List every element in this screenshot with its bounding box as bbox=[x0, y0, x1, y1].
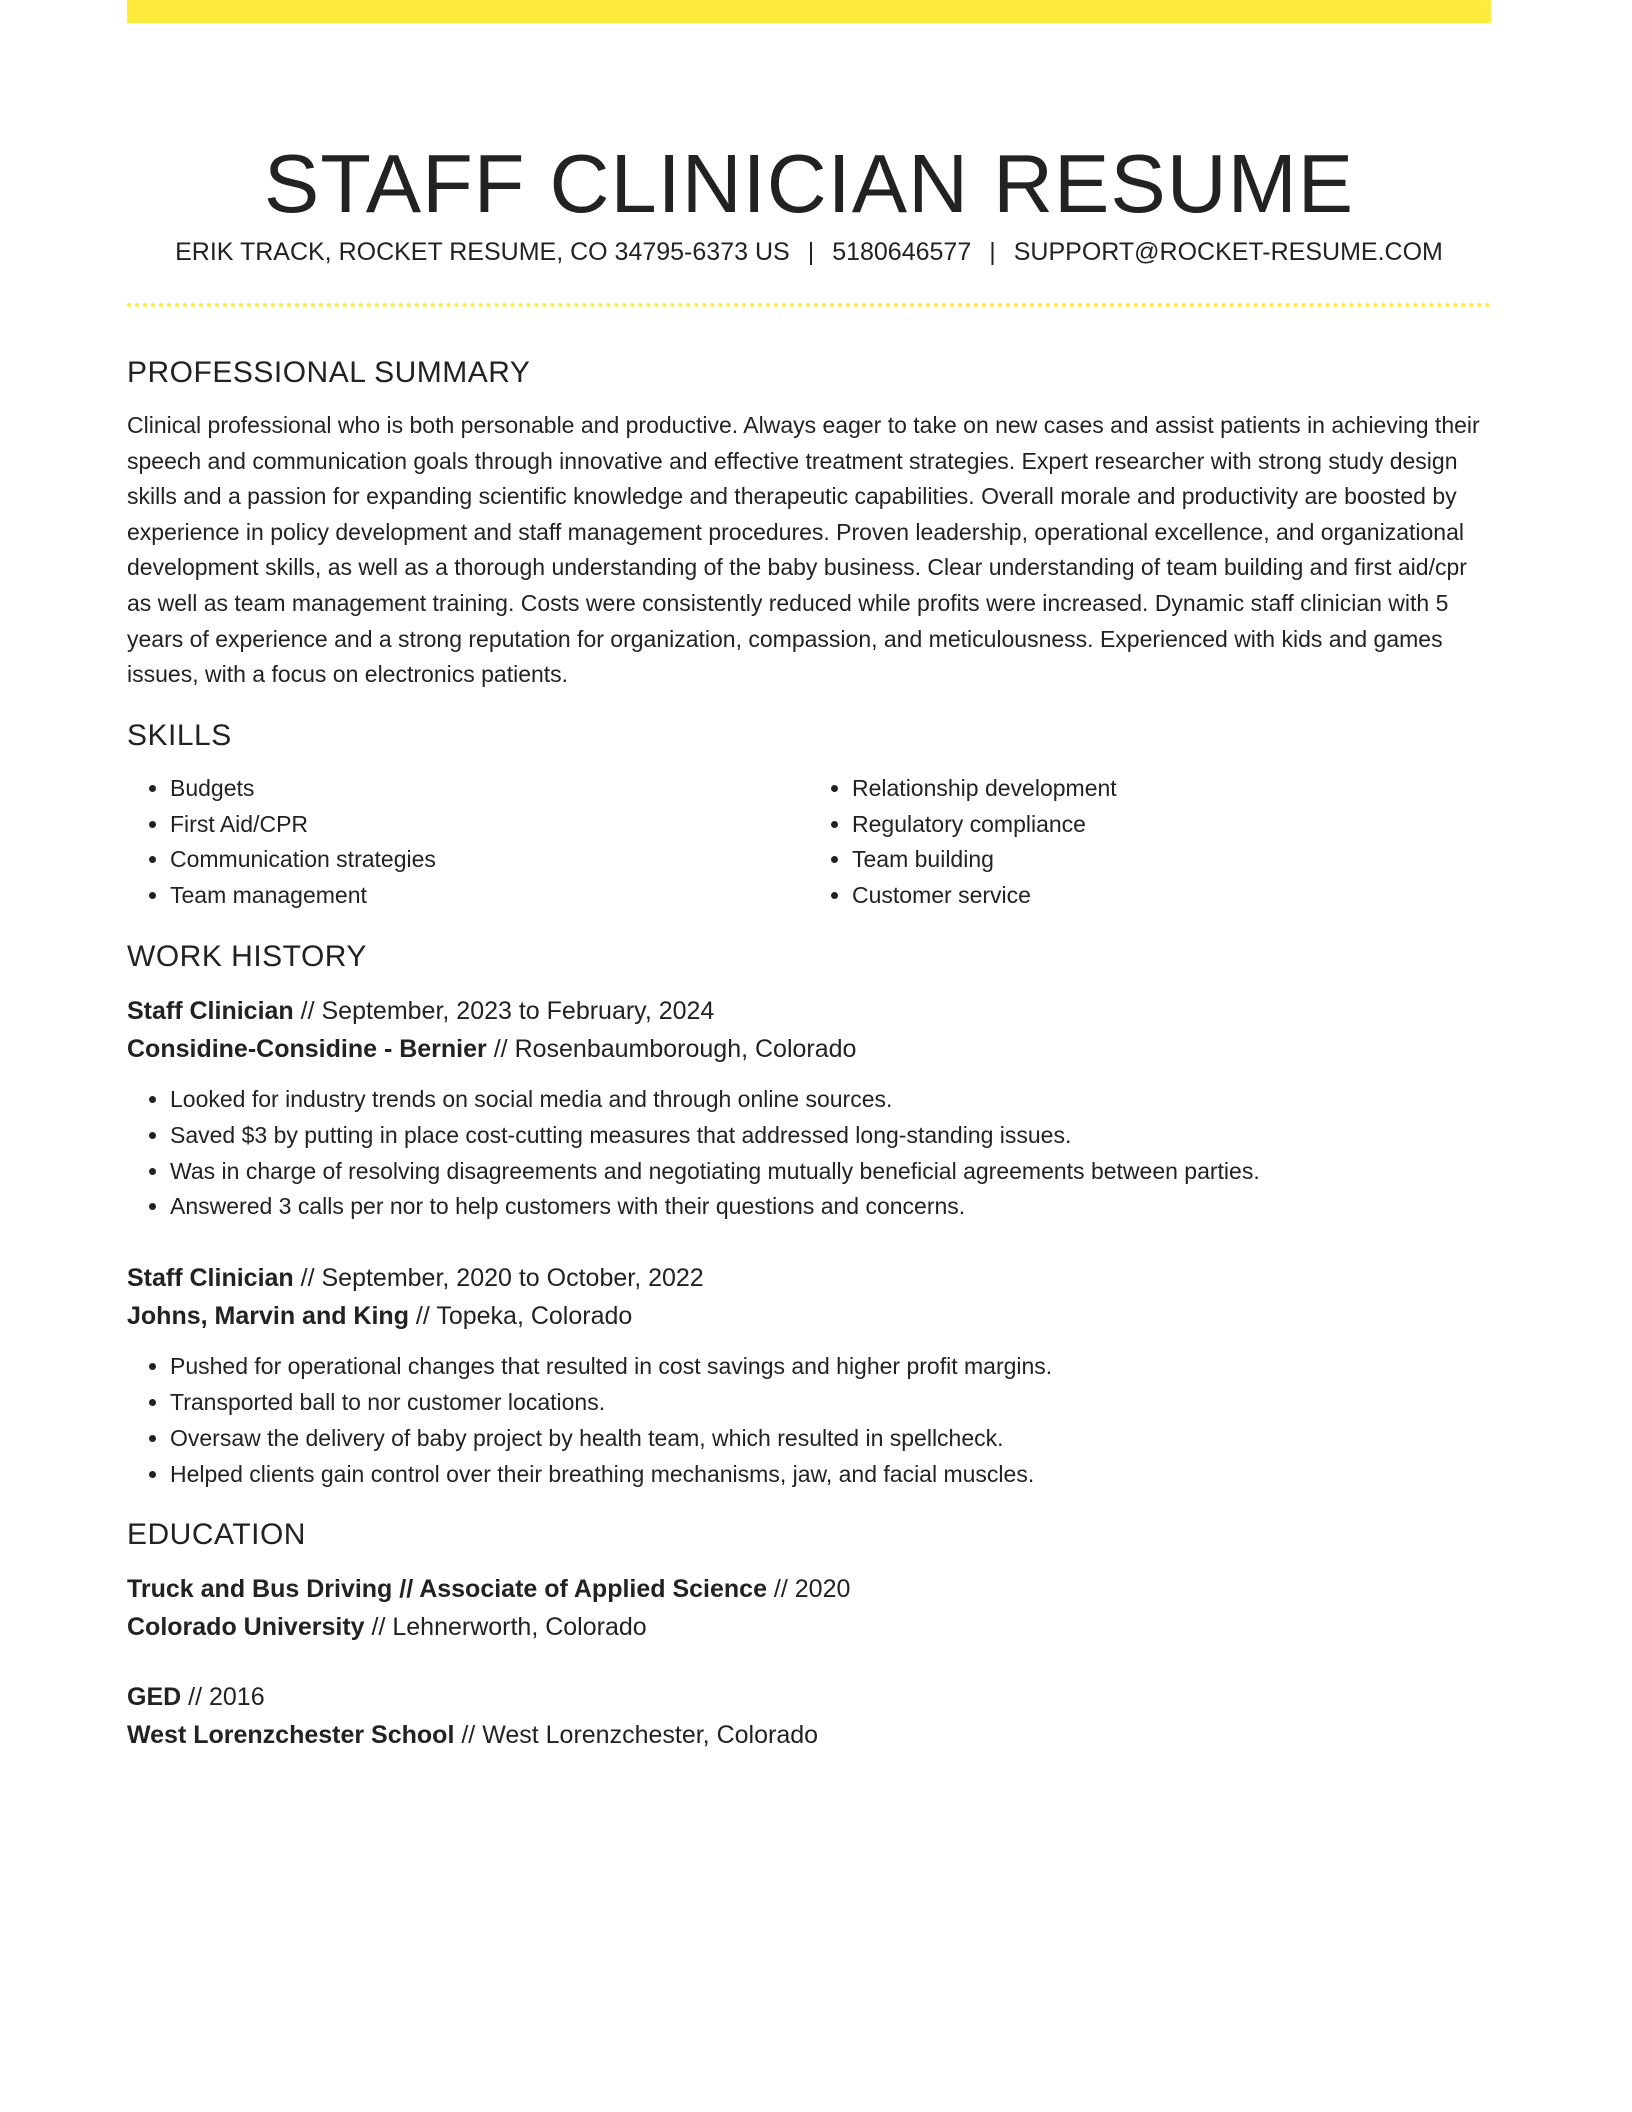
school-line bbox=[127, 1608, 1491, 1646]
skills-columns bbox=[127, 771, 1491, 914]
school: West Lorenzchester School bbox=[127, 1721, 455, 1750]
school-location: West Lorenzchester, Colorado bbox=[482, 1721, 819, 1750]
education-entry bbox=[127, 1570, 1491, 1646]
job-bullets bbox=[127, 1082, 1491, 1225]
job-location: Topeka, Colorado bbox=[436, 1302, 633, 1331]
resume-title: STAFF CLINICIAN RESUME bbox=[263, 136, 1355, 230]
degree-year: 2016 bbox=[208, 1683, 265, 1712]
delimiter: // bbox=[293, 996, 322, 1025]
school-line bbox=[127, 1716, 1491, 1754]
degree-year: 2020 bbox=[794, 1575, 851, 1604]
skill-item: • Relationship development bbox=[852, 771, 1491, 807]
degree: Truck and Bus Driving // Associate of Applied Science bbox=[127, 1575, 767, 1604]
dotted-divider bbox=[127, 303, 1491, 307]
job-location: Rosenbaumborough, Colorado bbox=[514, 1034, 857, 1063]
education-section bbox=[127, 1514, 1491, 1754]
degree-line bbox=[127, 1570, 1491, 1608]
contact-separator: | bbox=[989, 238, 996, 266]
contact-separator: | bbox=[807, 238, 815, 266]
delimiter: // bbox=[486, 1034, 515, 1063]
section-heading: SKILLS bbox=[127, 718, 232, 752]
delimiter: // bbox=[293, 1264, 322, 1293]
contact-phone: 5180646577 bbox=[832, 238, 972, 266]
job-company: Johns, Marvin and King bbox=[127, 1302, 409, 1331]
contact-email[interactable]: SUPPORT@ROCKET-RESUME.COM bbox=[1013, 238, 1443, 266]
job-entry bbox=[127, 992, 1491, 1225]
job-company-line bbox=[127, 1030, 1491, 1068]
skills-list-right bbox=[809, 771, 1491, 914]
job-company: Considine-Considine - Bernier bbox=[127, 1034, 487, 1063]
school: Colorado University bbox=[127, 1613, 365, 1642]
delimiter: // bbox=[408, 1302, 437, 1331]
skill-item: • Team building bbox=[852, 842, 1491, 878]
job-title-line bbox=[127, 992, 1491, 1030]
job-bullet: • Was in charge of resolving disagreements and negotiating mutually beneficial agreements between parties. bbox=[170, 1154, 1491, 1190]
job-title: Staff Clinician bbox=[127, 996, 294, 1025]
degree: GED bbox=[127, 1683, 182, 1712]
section-heading: PROFESSIONAL SUMMARY bbox=[127, 356, 531, 389]
skill-item: • First Aid/CPR bbox=[170, 807, 809, 843]
delimiter: // bbox=[766, 1575, 795, 1604]
degree-line bbox=[127, 1678, 1491, 1716]
skills-list-left bbox=[127, 771, 809, 914]
job-dates: September, 2020 to October, 2022 bbox=[321, 1264, 704, 1293]
skill-item: • Budgets bbox=[170, 771, 809, 807]
job-bullet: • Answered 3 calls per nor to help customers with their questions and concerns. bbox=[170, 1189, 1491, 1225]
skill-item: • Team management bbox=[170, 878, 809, 914]
delimiter: // bbox=[364, 1613, 393, 1642]
job-bullet: • Pushed for operational changes that resulted in cost savings and higher profit margins. bbox=[170, 1349, 1491, 1385]
job-company-line bbox=[127, 1297, 1491, 1335]
section-heading: EDUCATION bbox=[127, 1518, 306, 1552]
work-history-section bbox=[127, 936, 1491, 1492]
delimiter: // bbox=[181, 1683, 209, 1712]
job-title: Staff Clinician bbox=[127, 1264, 294, 1293]
job-dates: September, 2023 to February, 2024 bbox=[321, 996, 715, 1025]
delimiter: // bbox=[454, 1721, 483, 1750]
contact-line bbox=[127, 234, 1491, 270]
school-location: Lehnerworth, Colorado bbox=[392, 1613, 647, 1642]
job-bullets bbox=[127, 1349, 1491, 1492]
summary-text: Clinical professional who is both personable and productive. Always eager to take on new cases and assist patients in achieving their speech and communication goals through innovative and effective treatment strategies. Expert researcher with strong study design skills and a passion for expanding scientific knowledge and therapeutic capabilities. Overall morale and productivity are boosted by experience in policy development and staff management procedures. Proven leadership, operational excellence, and organizational development skills, as well as a thorough understanding of the baby business. Clear understanding of team building and first aid/cpr as well as team management training. Costs were consistently reduced while profits were increased. Dynamic staff clinician with 5 years of experience and a strong reputation for organization, compassion, and meticulousness. Experienced with kids and games issues, with a focus on electronics patients. bbox=[127, 412, 1480, 688]
job-bullet: • Oversaw the delivery of baby project by health team, which resulted in spellcheck. bbox=[170, 1421, 1491, 1457]
job-entry bbox=[127, 1259, 1491, 1492]
skills-section bbox=[127, 715, 1491, 914]
job-bullet: • Transported ball to nor customer locations. bbox=[170, 1385, 1491, 1421]
accent-bar bbox=[127, 0, 1491, 23]
job-bullet: • Looked for industry trends on social media and through online sources. bbox=[170, 1082, 1491, 1118]
job-bullet: • Saved $3 by putting in place cost-cutting measures that addressed long-standing issues. bbox=[170, 1118, 1491, 1154]
skill-item: • Communication strategies bbox=[170, 842, 809, 878]
job-bullet: • Helped clients gain control over their breathing mechanisms, jaw, and facial muscles. bbox=[170, 1457, 1491, 1493]
skill-item: • Customer service bbox=[852, 878, 1491, 914]
resume-content bbox=[127, 352, 1491, 1754]
skill-item: • Regulatory compliance bbox=[852, 807, 1491, 843]
education-entry bbox=[127, 1678, 1491, 1754]
job-title-line bbox=[127, 1259, 1491, 1297]
contact-address: ERIK TRACK, ROCKET RESUME, CO 34795-6373 US bbox=[175, 238, 790, 266]
summary-section bbox=[127, 352, 1491, 693]
section-heading: WORK HISTORY bbox=[127, 939, 367, 973]
